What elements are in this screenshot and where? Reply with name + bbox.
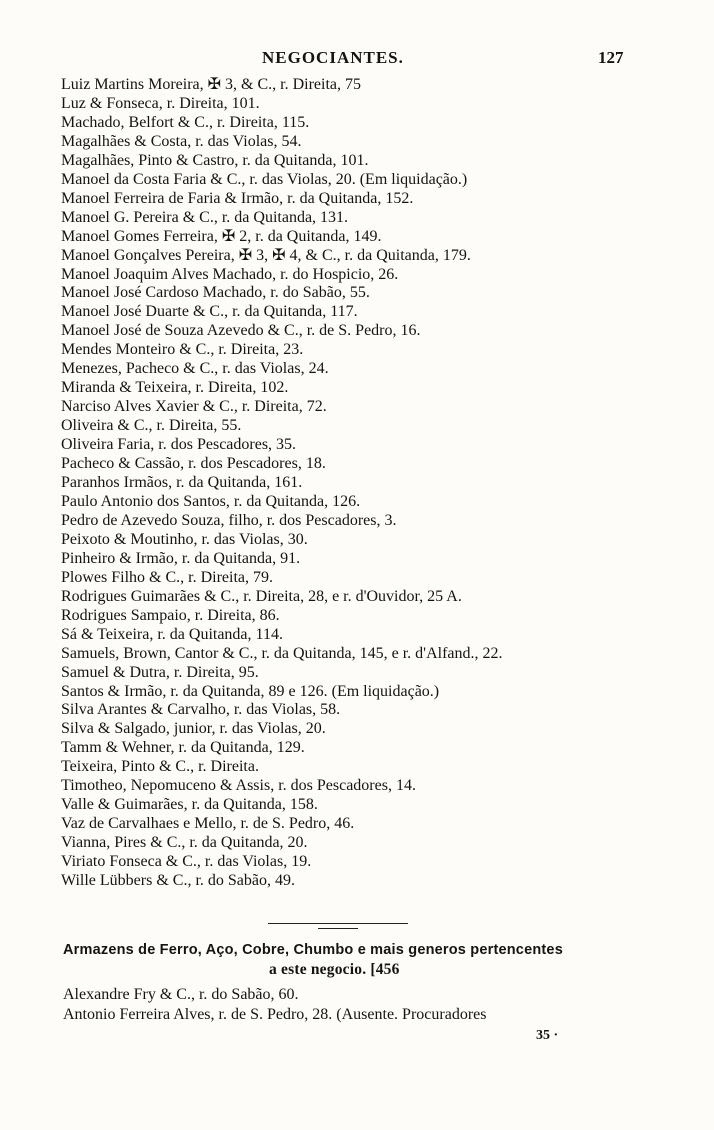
merchant-entry: Mendes Monteiro & C., r. Direita, 23. <box>61 341 304 359</box>
merchant-entry: Teixeira, Pinto & C., r. Direita. <box>61 758 259 776</box>
merchant-entry: Vaz de Carvalhaes e Mello, r. de S. Pedro, 46. <box>61 815 355 833</box>
merchant-entry: Pinheiro & Irmão, r. da Quitanda, 91. <box>61 549 301 567</box>
merchant-list <box>61 76 641 891</box>
merchant-entry: Luiz Martins Moreira, ✠ 3, & C., r. Direita, 75 <box>61 76 362 93</box>
merchant-entry: Oliveira Faria, r. dos Pescadores, 35. <box>61 436 297 454</box>
section-heading-line: a este negocio. [456 <box>269 961 400 978</box>
merchant-entry: Rodrigues Guimarães & C., r. Direita, 28, e r. d'Ouvidor, 25 A. <box>61 587 462 605</box>
merchant-entry: Tamm & Wehner, r. da Quitanda, 129. <box>61 739 305 757</box>
merchant-entry: Valle & Guimarães, r. da Quitanda, 158. <box>61 796 318 814</box>
section-divider-short <box>318 928 358 929</box>
running-title: NEGOCIANTES. <box>262 48 404 67</box>
merchant-entry: Miranda & Teixeira, r. Direita, 102. <box>61 379 289 397</box>
merchant-entry: Manoel Gomes Ferreira, ✠ 2, r. da Quitanda, 149. <box>61 227 382 245</box>
merchant-entry: Silva & Salgado, junior, r. das Violas, 20. <box>61 720 326 738</box>
merchant-entry: Wille Lübbers & C., r. do Sabão, 49. <box>61 872 295 890</box>
merchant-entry: Manoel José Duarte & C., r. da Quitanda, 117. <box>61 303 358 321</box>
merchant-entry: Menezes, Pacheco & C., r. das Violas, 24. <box>61 360 329 378</box>
running-head <box>0 48 714 70</box>
merchant-entry: Rodrigues Sampaio, r. Direita, 86. <box>61 606 280 624</box>
merchant-entry: Antonio Ferreira Alves, r. de S. Pedro, 28. (Ausente. Procuradores <box>63 1005 487 1023</box>
section-divider <box>268 923 408 924</box>
merchant-entry: Silva Arantes & Carvalho, r. das Violas, 58. <box>61 701 341 719</box>
section-heading <box>63 940 629 980</box>
merchant-entry: Manoel G. Pereira & C., r. da Quitanda, 131. <box>61 208 349 226</box>
page-number: 127 <box>598 48 624 67</box>
merchant-entry: Manoel Gonçalves Pereira, ✠ 3, ✠ 4, & C., r. da Quitanda, 179. <box>61 246 471 264</box>
merchant-entry: Magalhães, Pinto & Castro, r. da Quitanda, 101. <box>61 151 369 169</box>
merchant-entry: Pedro de Azevedo Souza, filho, r. dos Pescadores, 3. <box>61 511 397 529</box>
merchant-entry: Pacheco & Cassão, r. dos Pescadores, 18. <box>61 455 326 473</box>
merchant-entry: Manoel Joaquim Alves Machado, r. do Hospicio, 26. <box>61 265 399 283</box>
merchant-entry: Manoel José de Souza Azevedo & C., r. de S. Pedro, 16. <box>61 322 421 340</box>
merchant-entry: Magalhães & Costa, r. das Violas, 54. <box>61 132 302 150</box>
signature-mark: 35 · <box>536 1028 559 1043</box>
merchant-entry: Manoel Ferreira de Faria & Irmão, r. da Quitanda, 152. <box>61 189 414 207</box>
merchant-entry: Peixoto & Moutinho, r. das Violas, 30. <box>61 530 308 548</box>
merchant-entry: Vianna, Pires & C., r. da Quitanda, 20. <box>61 834 308 852</box>
merchant-entry: Manoel da Costa Faria & C., r. das Violas, 20. (Em liquidação.) <box>61 170 468 188</box>
merchant-entry: Luz & Fonseca, r. Direita, 101. <box>61 94 260 112</box>
merchant-entry: Oliveira & C., r. Direita, 55. <box>61 417 242 435</box>
merchant-entry: Timotheo, Nepomuceno & Assis, r. dos Pescadores, 14. <box>61 777 416 795</box>
merchant-entry: Samuels, Brown, Cantor & C., r. da Quitanda, 145, e r. d'Alfand., 22. <box>61 644 503 662</box>
merchant-entry: Samuel & Dutra, r. Direita, 95. <box>61 663 259 681</box>
merchant-entry: Paulo Antonio dos Santos, r. da Quitanda, 126. <box>61 492 361 510</box>
merchant-entry: Narciso Alves Xavier & C., r. Direita, 72. <box>61 398 327 416</box>
merchant-entry: Viriato Fonseca & C., r. das Violas, 19. <box>61 853 312 871</box>
section-merchant-list <box>63 985 643 1024</box>
merchant-entry: Alexandre Fry & C., r. do Sabão, 60. <box>63 986 299 1003</box>
merchant-entry: Manoel José Cardoso Machado, r. do Sabão, 55. <box>61 284 370 302</box>
merchant-entry: Santos & Irmão, r. da Quitanda, 89 e 126. (Em liquidação.) <box>61 682 440 700</box>
merchant-entry: Paranhos Irmãos, r. da Quitanda, 161. <box>61 474 303 492</box>
merchant-entry: Machado, Belfort & C., r. Direita, 115. <box>61 113 310 131</box>
merchant-entry: Sá & Teixeira, r. da Quitanda, 114. <box>61 625 283 643</box>
merchant-entry: Plowes Filho & C., r. Direita, 79. <box>61 568 273 586</box>
section-heading-line: Armazens de Ferro, Aço, Cobre, Chumbo e mais generos pertencentes <box>63 942 563 958</box>
